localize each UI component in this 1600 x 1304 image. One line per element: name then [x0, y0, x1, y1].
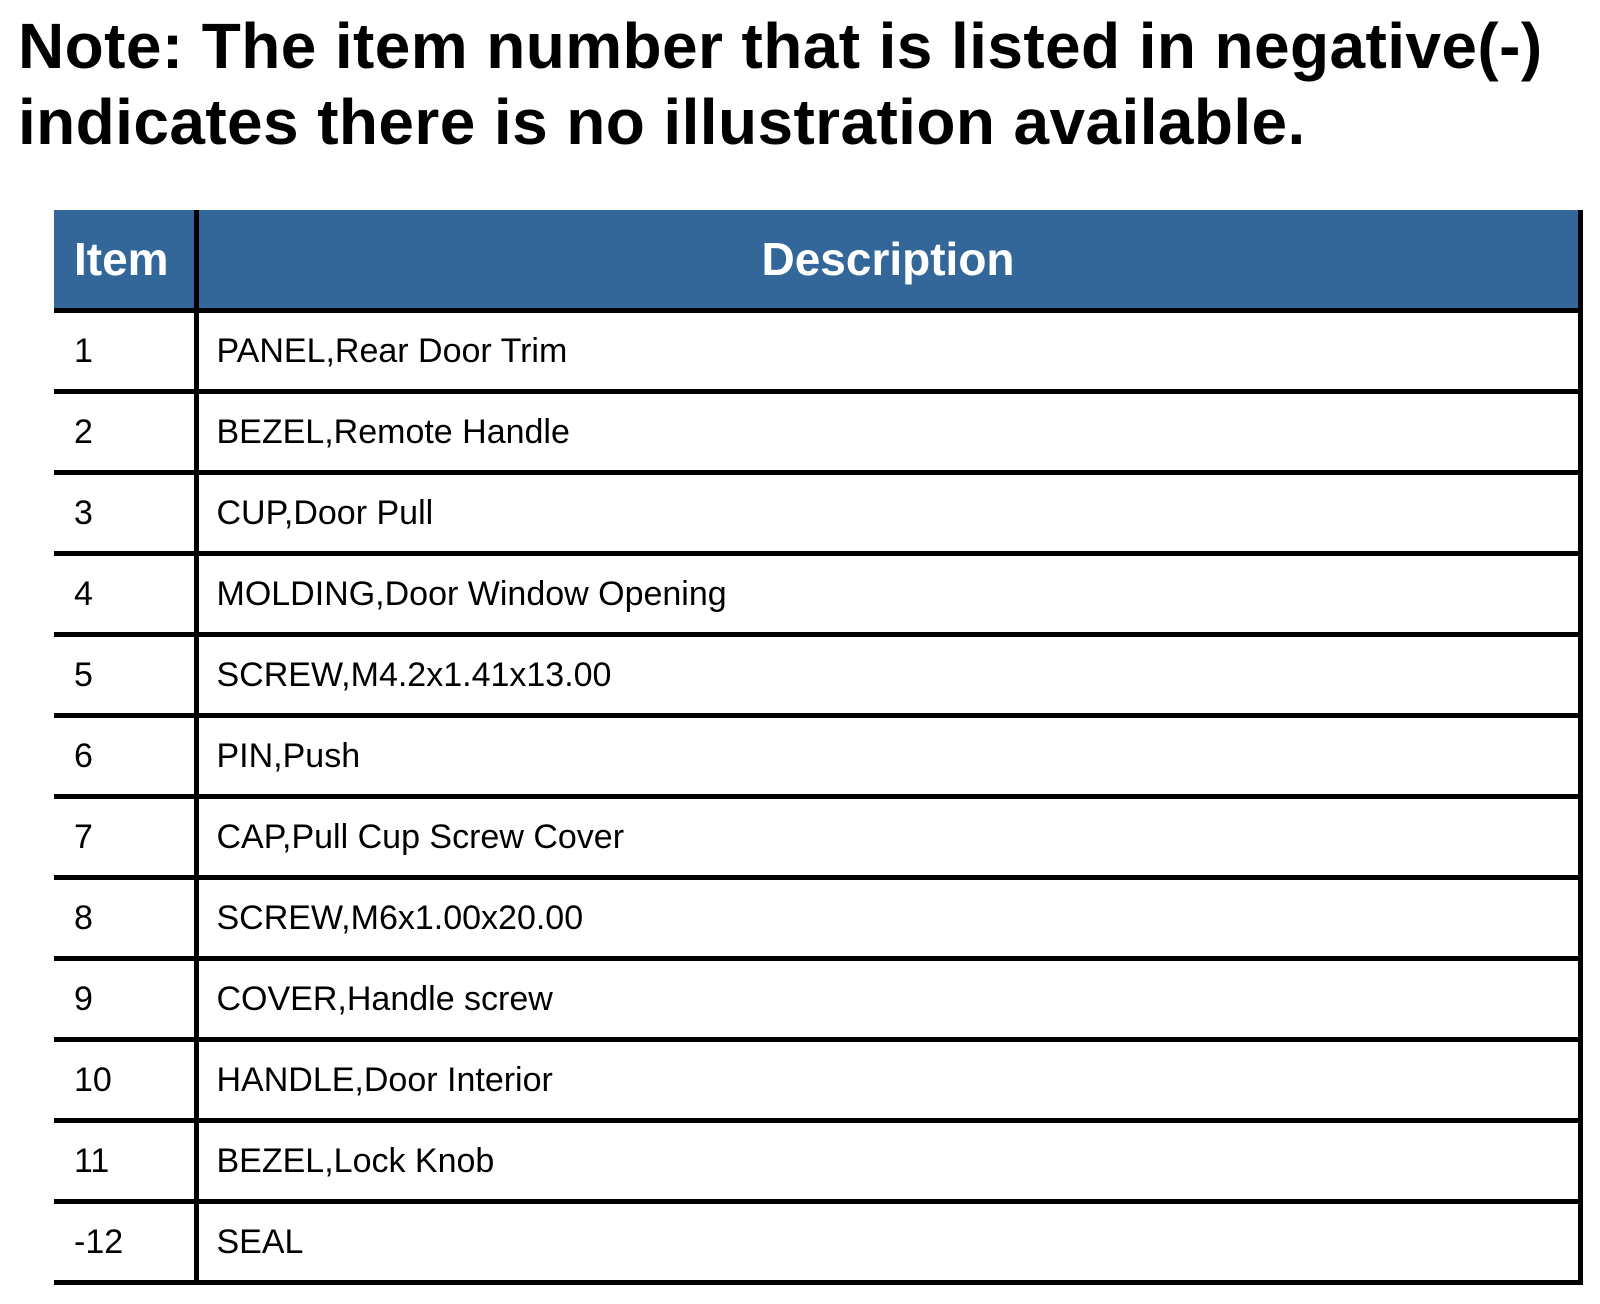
- item-description: BEZEL,Lock Knob: [196, 1121, 1580, 1202]
- table-row: [54, 554, 1580, 635]
- item-number: 6: [54, 716, 196, 797]
- table-row: [54, 797, 1580, 878]
- parts-table: [54, 210, 1583, 1285]
- column-header-description: Description: [196, 210, 1580, 311]
- item-number: 7: [54, 797, 196, 878]
- table-row: [54, 635, 1580, 716]
- note-text: [18, 8, 1593, 160]
- item-number: 9: [54, 959, 196, 1040]
- item-number: 11: [54, 1121, 196, 1202]
- item-description: HANDLE,Door Interior: [196, 1040, 1580, 1121]
- table-row: [54, 392, 1580, 473]
- item-number: 5: [54, 635, 196, 716]
- note-line-1: Note: The item number that is listed in negative(-): [18, 10, 1543, 82]
- item-number: 8: [54, 878, 196, 959]
- table-row: [54, 878, 1580, 959]
- table-row: [54, 716, 1580, 797]
- table-row: [54, 1202, 1580, 1283]
- item-description: COVER,Handle screw: [196, 959, 1580, 1040]
- item-description: CUP,Door Pull: [196, 473, 1580, 554]
- item-description: PIN,Push: [196, 716, 1580, 797]
- table-header: [54, 210, 1580, 311]
- header-row: [54, 210, 1580, 311]
- table-row: [54, 959, 1580, 1040]
- item-description: PANEL,Rear Door Trim: [196, 311, 1580, 392]
- item-number: -12: [54, 1202, 196, 1283]
- table-row: [54, 311, 1580, 392]
- item-number: 3: [54, 473, 196, 554]
- item-number: 2: [54, 392, 196, 473]
- item-number: 4: [54, 554, 196, 635]
- note-line-2: indicates there is no illustration available.: [18, 86, 1306, 158]
- item-description: BEZEL,Remote Handle: [196, 392, 1580, 473]
- table-row: [54, 1121, 1580, 1202]
- item-description: SCREW,M6x1.00x20.00: [196, 878, 1580, 959]
- item-description: SEAL: [196, 1202, 1580, 1283]
- table-body: [54, 311, 1580, 1283]
- item-number: 10: [54, 1040, 196, 1121]
- item-description: SCREW,M4.2x1.41x13.00: [196, 635, 1580, 716]
- column-header-item: Item: [54, 210, 196, 311]
- table-row: [54, 473, 1580, 554]
- table-row: [54, 1040, 1580, 1121]
- item-description: MOLDING,Door Window Opening: [196, 554, 1580, 635]
- item-number: 1: [54, 311, 196, 392]
- item-description: CAP,Pull Cup Screw Cover: [196, 797, 1580, 878]
